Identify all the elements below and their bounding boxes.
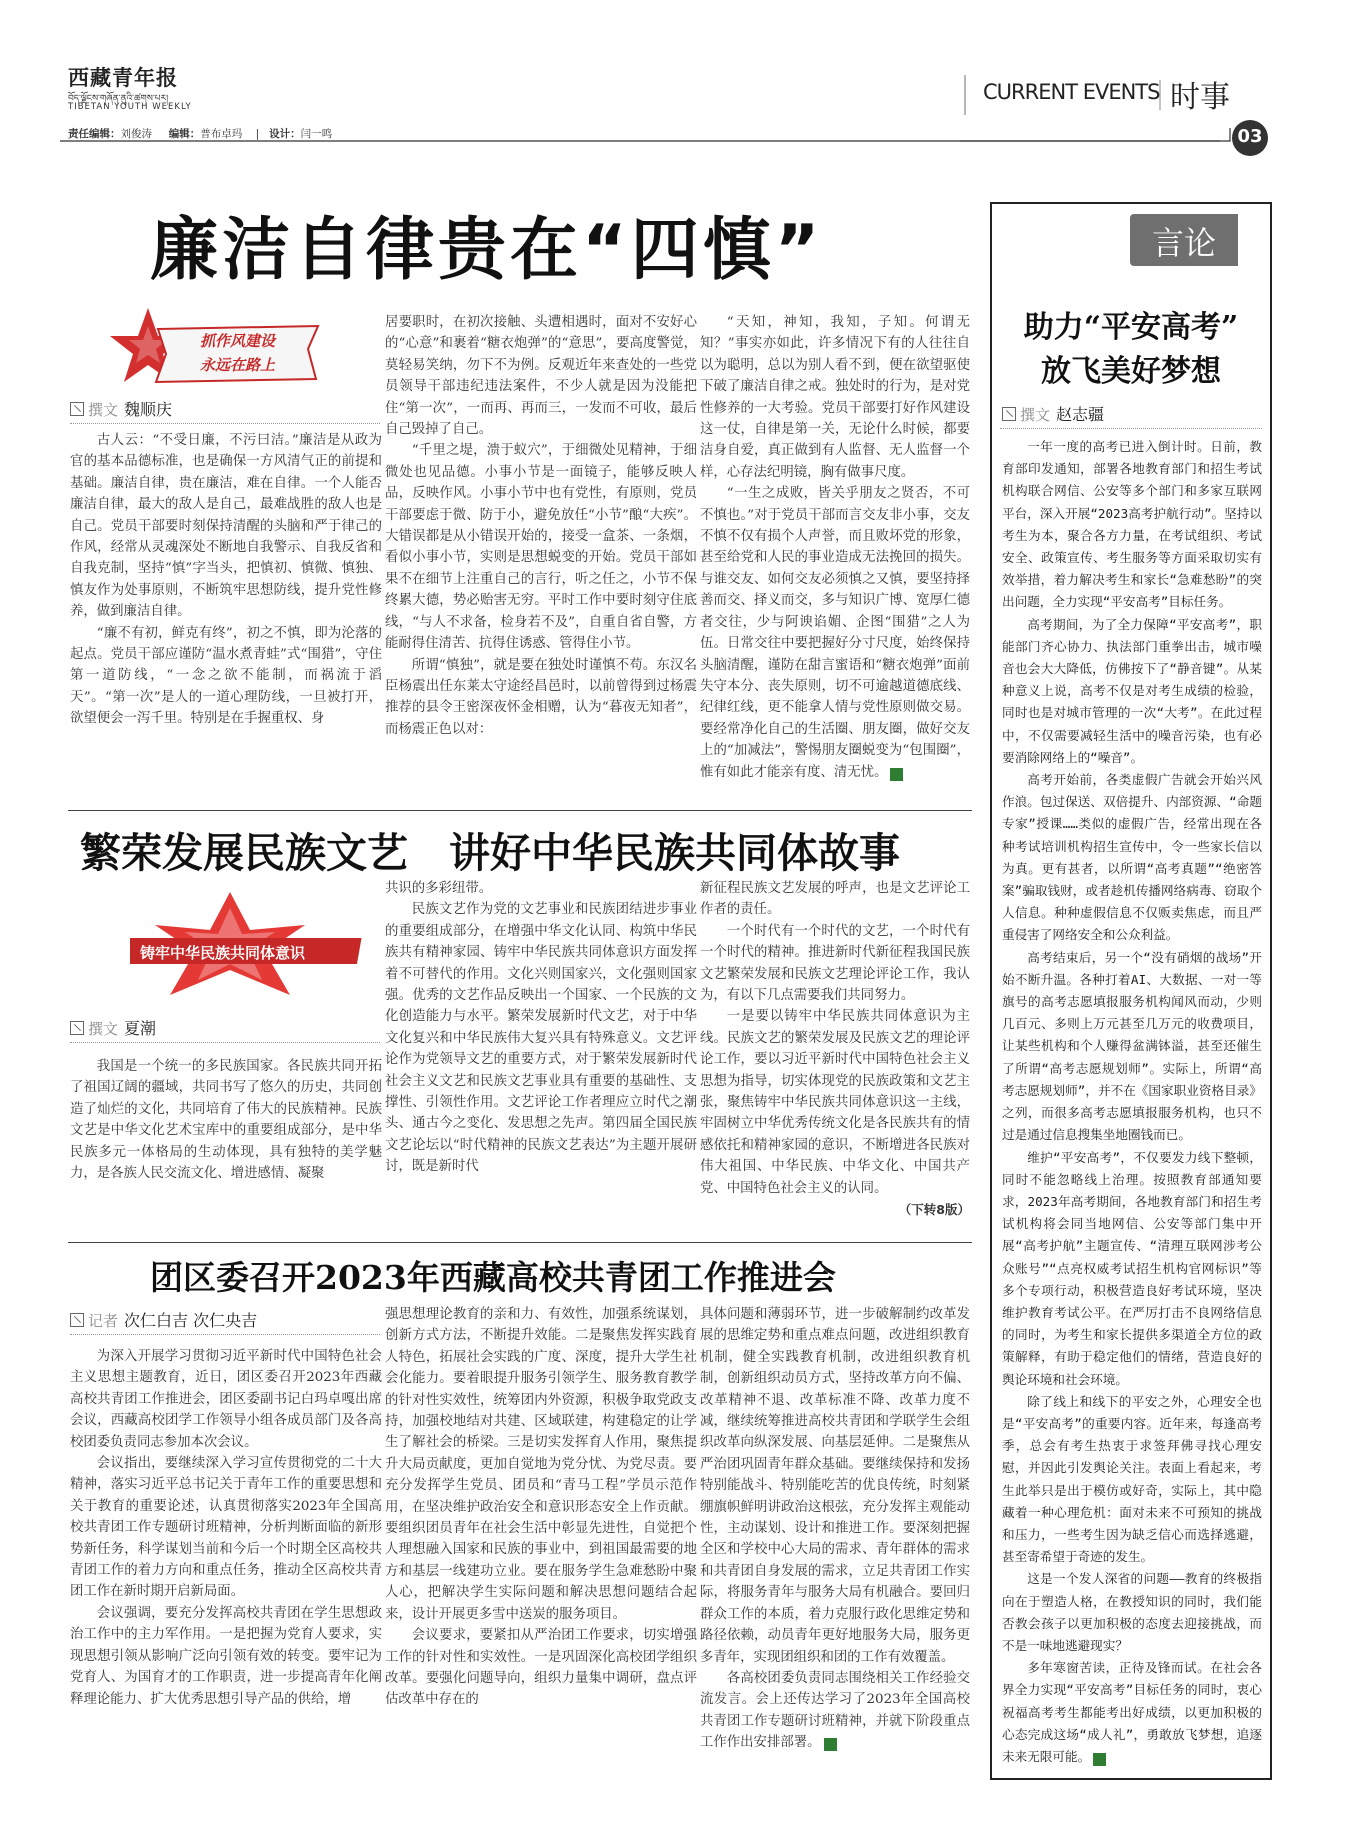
article1-headline: 廉洁自律贵在“四慎” — [150, 211, 824, 290]
article3-byline — [70, 1308, 257, 1331]
article1-col3 — [700, 312, 970, 783]
byline-tag: 撰文 — [88, 401, 119, 419]
pencil-box-icon — [70, 1021, 84, 1035]
paragraph: 一个时代有一个时代的文艺，一个时代有一个时代的精神。推进新时代新征程我国民族文艺繁荣发展和民族文艺理论评论工作，我认为，有以下几点需要我们共同努力。 — [700, 923, 970, 1004]
paragraph — [700, 1668, 970, 1754]
article1-byline — [70, 397, 172, 420]
paragraph: 古人云：“不受日廉，不污曰洁。”廉洁是从政为官的基本品德标准，也是确保一方风清气正的前提和基础。廉洁自律，贵在廉洁，难在自律。一个人能否廉洁自律，最大的敌人是自己，最难战胜的敌人也是自己。党员干部要时刻保持清醒的头脑和严于律己的作风，经常从灵魂深处不断地自我警示、自我反省和自我克制，坚持“慎”字当头，把慎初、慎微、慎独、慎友作为处事原则，不断筑牢思想防线，提升党性修养，做到廉洁自律。 — [70, 433, 382, 620]
editor-name: 普布卓玛 — [200, 128, 243, 140]
article2-byline — [70, 1016, 156, 1039]
paragraph: 新征程民族文艺发展的呼声，也是文艺评论工作者的责任。 — [700, 881, 970, 918]
byline-tag: 撰文 — [1020, 406, 1051, 424]
emblem-text: 铸牢中华民族共同体意识 — [140, 944, 306, 962]
article1-col1 — [70, 430, 382, 730]
paragraph: 这是一个发人深省的问题——教育的终极指向在于塑造人格，在教授知识的同时，我们能否教会孩子以更加积极的态度去迎接挑战，而不是一味地逃避现实？ — [1002, 1571, 1262, 1653]
article3-col2 — [385, 1304, 697, 1711]
paragraph: 高考结束后，另一个“没有硝烟的战场”开始不断升温。各种打着AI、大数据、一对一等旗号的高考志愿填报服务机构闻风而动，少则几百元、多则上万元甚至几万元的收费项目，让某些机构和个人赚得盆满钵溢，甚至还催生了所谓“高考志愿规划师”。实际上，所谓“高考志愿规划师”，并不在《国家职业资格目录》之列，而很多高考志愿填报服务机构，也只不过是通过信息搜集坐地圈钱而已。 — [1002, 949, 1262, 1143]
section-divider — [68, 1242, 972, 1243]
design-name: 闫一鸣 — [300, 128, 333, 140]
paragraph: 维护“平安高考”，不仅要发力线下整顿，同时不能忽略线上治理。按照教育部通知要求，2023年高考期间，各地教育部门和招生考试机构将会同当地网信、公安等部门集中开展“高考护航”主题宣传、“清理互联网涉考公众账号”“点亮权威考试招生机构官网标识”等多个专项行动，积极营造良好考试环境，坚决维护教育考试公平。在严厉打击不良网络信息的同时，为考生和家长提供多渠道全方位的政策解释，有助于稳定他们的情绪，营造良好的舆论环境和社会环境。 — [1002, 1149, 1262, 1387]
author: 次仁白吉 次仁央吉 — [124, 1311, 258, 1330]
byline-divider — [1000, 428, 1262, 429]
article2-col3 — [700, 878, 970, 1221]
paragraph: 一是要以铸牢中华民族共同体意识为主线。民族文艺的繁荣发展及民族文艺的理论评论工作，要以习近平新时代中国特色社会主义思想为指导，切实体现党的民族政策和文艺主张，聚焦铸牢中华民族共同体意识这一主线，牢固树立中华优秀传统文化是各民族共有的情感依托和精神家园的意识，不断增进各民族对伟大祖国、中华民族、中华文化、中国共产党、中国特色社会主义的认同。 — [700, 1009, 970, 1196]
author: 魏顺庆 — [124, 400, 173, 419]
paragraph-text: 各高校团委负责同志围绕相关工作经验交流发言。会上还传达学习了2023年全国高校共青团工作专题研讨班精神，并就下阶段重点工作作出安排部署。 — [700, 1670, 970, 1751]
paragraph: “天知，神知，我知，子知。何谓无知？”事实亦如此，许多情况下有的人往往自以为聪明，总以为别人看不到，便在欲望驱使下破了廉洁自律之戒。独处时的行为，是对党性修养的一大考验。党员干部要打好作风建设这一仗，自律是第一关，无论什么时候，都要洁身自爱，真正做到有人监督、无人监督一个样，心存法纪明镜，胸有做事尺度。 — [700, 315, 970, 480]
article1-col2 — [385, 312, 697, 740]
paragraph: 高考期间，为了全力保障“平安高考”，职能部门齐心协力、执法部门重拳出击，城市噪音也会大大降低，仿佛按下了“静音键”。从某种意义上说，高考不仅是对考生成绩的检验，同时也是对城市管理的一次“大考”。在此过程中，不仅需要减轻生活中的噪音污染，也有必要消除网络上的“噪音”。 — [1002, 616, 1262, 765]
paragraph: 所谓“慎独”，就是要在独处时谨慎不苟。东汉名臣杨震出任东莱太守途经昌邑时，以前曾得到过杨震推荐的县令王密深夜怀金相赠，认为“暮夜无知者”，而杨震正色以对： — [385, 657, 697, 737]
masthead-logo-cn: 西藏青年报 — [68, 65, 178, 90]
article2-col2 — [385, 878, 697, 1178]
end-mark-icon: 青 — [824, 1738, 837, 1751]
end-mark-icon: 青 — [890, 768, 903, 781]
author: 夏潮 — [124, 1019, 157, 1038]
paragraph: 我国是一个统一的多民族国家。各民族共同开拓了祖国辽阔的疆域，共同书写了悠久的历史，共同创造了灿烂的文化，共同培育了伟大的民族精神。民族文艺是中华文化艺术宝库中的重要组成部分，是中华民族多元一体格局的生动体现，具有独特的美学魅力，是各族人民交流文化、增进感情、凝聚 — [70, 1059, 382, 1182]
byline-tag: 记者 — [88, 1312, 119, 1330]
masthead-logo-en: TIBETAN YOUTH WEEKLY — [68, 102, 192, 112]
paragraph: 一年一度的高考已进入倒计时。日前，教育部印发通知，部署各地教育部门和招生考试机构联合网信、公安等多个部门和多家互联网平台，深入开展“2023高考护航行动”。坚持以考生为本，聚合各方力量，在考试组织、考试安全、政策宣传、考生服务等方面采取切实有效举措，着力解决考生和家长“急难愁盼”的突出问题，全力实现“平安高考”目标任务。 — [1002, 439, 1262, 610]
pencil-box-icon — [1002, 407, 1016, 421]
sidebar-byline — [1002, 402, 1104, 425]
article3-headline: 团区委召开2023年西藏高校共青团工作推进会 — [150, 1258, 836, 1297]
article1-emblem — [108, 306, 318, 386]
article2-emblem — [130, 890, 370, 1000]
section-label-cn: 时事 — [1170, 80, 1230, 115]
paragraph: 高考开始前，各类虚假广告就会开始兴风作浪。包过保送、双倍提升、内部资源、“命题专家”授课……类似的虚假广告，经常出现在各种考试培训机构招生宣传中，令一些家长信以为真。更有甚者，以所谓“高考真题”“绝密答案”骗取钱财，或者趁机传播网络病毒、窃取个人信息。种种虚假信息不仅贩卖焦虑，而且严重侵害了网络安全和公众利益。 — [1002, 772, 1262, 943]
paragraph: 会议强调，要充分发挥高校共青团在学生思想政治工作中的主力军作用。一是把握为党育人要求，实现思想引领从影响广泛向引领有效的转变。要牢记为党育人、为国育才的工作职责，进一步提高青年化阐释理论能力、扩大优秀思想引导产品的供给，增 — [70, 1605, 382, 1707]
paragraph: 居要职时，在初次接触、头遭相遇时，面对不安好心的“心意”和裹着“糖衣炮弹”的“意思”，要高度警觉，莫轻易笑纳，勿下不为例。反观近年来查处的一些党员领导干部违纪违法案件，不少人就是因为没能把住“第一次”，一而再、再而三，一发而不可收，最后自己毁掉了自己。 — [385, 315, 697, 438]
paragraph: “廉不有初，鲜克有终”，初之不慎，即为沦落的起点。党员干部应谨防“温水煮青蛙”式“围猎”，守住第一道防线，“一念之欲不能制，而祸流于滔天”。“第一次”是人的一道心理防线，一旦被打开，欲望便会一泻千里。特别是在手握重权、身 — [70, 625, 382, 727]
continued-note: （下转8版） — [898, 1202, 970, 1218]
sidebar-body — [1002, 436, 1262, 1768]
paragraph: 具体问题和薄弱环节，进一步破解制约改革发展的思维定势和重点难点问题，改进组织教育机制，健全实践教育机制，改进组织教育机制，创新组织动员方式，坚持改革方向不偏、改革精神不退、改革标准不降、改革力度不减，继续统筹推进高校共青团和学联学生会组织改革向纵深发展、向基层延伸。二是聚焦从严治团巩固青年群众基础。要继续保持和发扬特别能战斗、特别能吃苦的优良传统，时刻紧绷旗帜鲜明讲政治这根弦，充分发挥主观能动性，主动谋划、设计和推进工作。要深刻把握全区和学校中心大局的需求、青年群体的需求和共青团自身发展的需求，立足共青团工作实际，将服务青年与服务大局有机融合。要回归群众工作的本质，着力克服行政化思维定势和路径依赖，动员青年更好地服务大局，服务更多青年，实现团组织和团的工作有效覆盖。 — [700, 1307, 970, 1665]
design-label: 设计： — [269, 128, 301, 140]
paragraph: 共识的多彩纽带。 — [385, 881, 493, 896]
paragraph: 为深入开展学习贯彻习近平新时代中国特色社会主义思想主题教育，近日，团区委召开2023年西藏高校共青团工作推进会，团区委副书记白玛卓嘎出席会议，西藏高校团学工作领导小组各成员部门及各高校团委负责同志参加本次会议。 — [70, 1349, 382, 1450]
byline-divider — [70, 423, 380, 424]
end-mark-icon: 青 — [1093, 1753, 1106, 1766]
article2-col1 — [70, 1056, 382, 1184]
page-number: 03 — [1237, 126, 1263, 147]
paragraph: 会议要求，要紧扣从严治团工作要求，切实增强工作的针对性和实效性。一是巩固深化高校团学组织改革。要强化问题导向，组织力量集中调研，盘点评估改革中存在的 — [385, 1628, 697, 1708]
paragraph-text: 多年寒窗苦读，正待及锋而试。在社会各界全力实现“平安高考”目标任务的同时，衷心祝福高考考生都能考出好成绩，以更加积极的心态完成这场“成人礼”，勇敢放飞梦想，追逐未来无限可能。 — [1002, 1660, 1262, 1764]
emblem-line-1: 抓作风建设 — [200, 332, 276, 350]
emblem-line-2: 永远在路上 — [200, 356, 276, 374]
paragraph — [1002, 1657, 1262, 1768]
paragraph: 民族文艺作为党的文艺事业和民族团结进步事业的重要组成部分，在增强中华文化认同、构筑中华民族共有精神家园、铸牢中华民族共同体意识方面发挥着不可替代的作用。文化兴则国家兴，文化强则国家强。优秀的文艺作品反映出一个国家、一个民族的文化创造能力与水平。繁荣发展新时代文艺，对于中华文化复兴和中华民族伟大复兴具有特殊意义。文艺评论作为党领导文艺的重要方式，对于繁荣发展新时代社会主义文艺和民族文艺事业具有重要的基础性、支撑性、引领性作用。文艺评论工作者理应立时代之潮头、通古今之变化、发思想之先声。第四届全国民族文艺论坛以“时代精神的民族文艺表达”为主题开展研讨，既是新时代 — [385, 902, 697, 1175]
byline-divider — [70, 1042, 380, 1043]
pencil-box-icon — [70, 402, 84, 416]
paragraph — [700, 483, 970, 783]
byline-tag: 撰文 — [88, 1020, 119, 1038]
paragraph: 会议指出，要继续深入学习宣传贯彻党的二十大精神，落实习近平总书记关于青年工作的重要思想和关于教育的重要论述，认真贯彻落实2023年全国高校共青团工作专题研讨班精神，分析判断面临的新形势新任务，科学谋划当前和今后一个时期全区高校共青团工作的着力方向和重点任务，推动全区高校共青团工作在新时期开启新局面。 — [70, 1456, 382, 1600]
resp-editor-label: 责任编辑： — [68, 128, 121, 140]
paragraph: 除了线上和线下的平安之外，心理安全也是“平安高考”的重要内容。近年来，每逢高考季，总会有考生热衷于求签拜佛寻找心理安慰，并因此引发舆论关注。表面上看起来，考生此举只是出于模仿或好奇，实际上，其中隐藏着一种心理危机：面对未来不可预知的挑战和压力，一些考生因为缺乏信心而选择逃避，甚至寄希望于奇迹的发生。 — [1002, 1393, 1262, 1565]
paragraph-text: “一生之成败，皆关乎朋友之贤否，不可不慎也。”对于党员干部而言交友非小事，交友不慎不仅有损个人声誉，而且败坏党的形象，甚至给党和人民的事业造成无法挽回的损失。与谁交友、如何交友必须慎之又慎，要坚持择善而交、择义而交，多与知识广博、宽厚仁德者交往，少与阿谀谄媚、企图“围猎”之人为伍。日常交往中要把握好分寸尺度，始终保持头脑清醒，谨防在甜言蜜语和“糖衣炮弹”面前失守本分、丧失原则，切不可逾越道德底线、纪律红线，更不能拿人情与党性原则做交易。要经常净化自己的生活圈、朋友圈，做好交友上的“加减法”，警惕朋友圈蜕变为“包围圈”，惟有如此才能亲有度、清无忧。 — [700, 486, 970, 780]
paragraph: 强思想理论教育的亲和力、有效性，加强系统谋划，创新方式方法，不断提升效能。二是聚焦发挥实践育人特色，拓展社会实践的广度、深度，提升大学生社会化能力。要着眼提升服务引领学生、服务教育教学的针对性实效性，统筹团内外资源，积极争取党政支持，加强校地结对共建、区域联建，构建稳定的让学生了解社会的桥梁。三是切实发挥育人作用，聚焦提升大局贡献度，更加自觉地为党分忧、为党尽责。要充分发挥学生党员、团员和“青马工程”学员示范作用，在坚决维护政治安全和意识形态安全上作贡献。要组织团员青年在社会生活中彰显先进性，自觉把个人理想融入国家和民族的事业中，到祖国最需要的地方和基层一线建功立业。要在服务学生急难愁盼中聚人心，把解决学生实际问题和解决思想问题结合起来，设计开展更多雪中送炭的服务项目。 — [385, 1307, 697, 1622]
sidebar-headline-line2: 放飞美好梦想 — [1041, 354, 1221, 389]
sidebar-headline-line1: 助力“平安高考” — [1023, 310, 1239, 345]
byline-divider — [70, 1334, 380, 1335]
sidebar-section-label: 言论 — [1151, 224, 1216, 262]
pencil-box-icon — [70, 1313, 84, 1327]
editors-separator: | — [255, 128, 260, 140]
resp-editor-name: 刘俊涛 — [120, 128, 152, 140]
article2-headline: 繁荣发展民族文艺 讲好中华民族共同体故事 — [80, 829, 900, 877]
author: 赵志疆 — [1056, 405, 1105, 424]
article3-col3 — [700, 1304, 970, 1754]
article3-col1 — [70, 1346, 382, 1710]
section-divider — [68, 810, 972, 811]
paragraph: “千里之堤，溃于蚁穴”，于细微处见精神，于细微处也见品德。小事小节是一面镜子，能够反映人品，反映作风。小事小节中也有党性，有原则，党员干部要虑于微、防于小，避免放任“小节”酿“大疾”。大错误都是从小错误开始的，接受一盒茶、一条烟，看似小事小节，实则是思想蜕变的开始。党员干部如果不在细节上注重自己的言行，听之任之，小节不保终累大德，势必贻害无穷。平时工作中要时刻守住底线，“与人不求备，检身若不及”，自重自省自警，方能耐得住清苦、抗得住诱惑、管得住小节。 — [385, 443, 697, 652]
editor-label: 编辑： — [168, 128, 201, 140]
masthead-logo-tibetan: བོད་ལྗོངས་གཞོན་ནུའི་ཚགས་པར། — [68, 94, 169, 104]
section-label-en: CURRENT EVENTS — [983, 80, 1160, 104]
